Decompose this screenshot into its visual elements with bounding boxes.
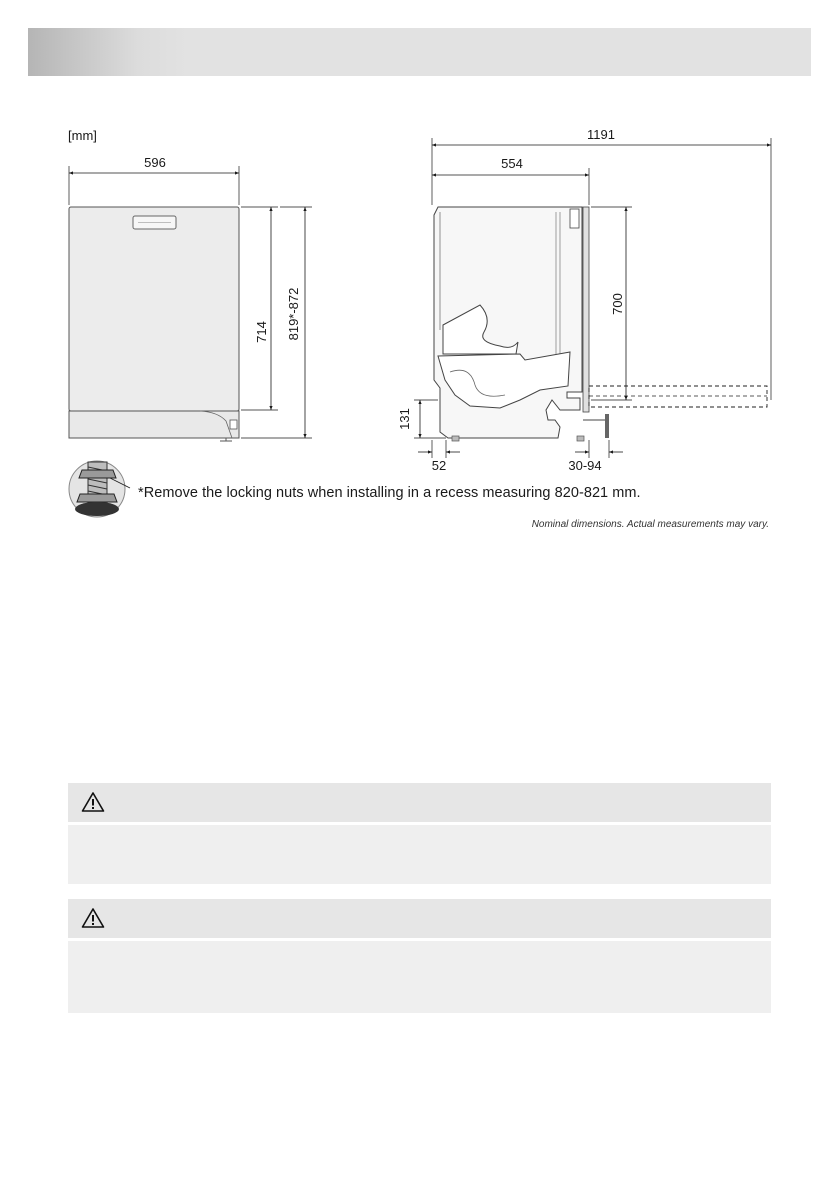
warning-triangle-icon (81, 791, 105, 813)
locking-nut-icon (69, 461, 130, 517)
plinth (69, 411, 239, 438)
dimension-drawing (0, 0, 839, 560)
door-open-outline (589, 386, 767, 407)
door-height-label: 700 (610, 293, 625, 315)
side-view (397, 127, 771, 473)
warning-box-2 (68, 899, 771, 1013)
side-door-panel (583, 207, 589, 412)
plinth-range-label: 30-94 (568, 458, 602, 473)
warning-body-2 (68, 941, 771, 1013)
body-depth-label: 554 (501, 156, 523, 171)
warning-body-1 (68, 825, 771, 884)
foot-height-label: 131 (397, 408, 412, 430)
dimension-disclaimer: Nominal dimensions. Actual measurements may vary. (531, 519, 769, 530)
total-depth-label: 1191 (587, 127, 615, 142)
installation-note: *Remove the locking nuts when installing in a recess measuring 820-821 mm. (138, 485, 641, 501)
depth-714-label: 714 (254, 321, 269, 343)
front-offset-label: 52 (431, 458, 447, 473)
unit-label: [mm] (68, 128, 97, 143)
warning-header-1 (68, 783, 771, 822)
warning-box-1 (68, 783, 771, 884)
front-width-label: 596 (144, 155, 166, 170)
warning-header-2 (68, 899, 771, 938)
front-view (69, 155, 312, 441)
warning-triangle-icon (81, 907, 105, 929)
door-panel (69, 207, 239, 411)
height-range-label: 819*-872 (286, 287, 301, 341)
